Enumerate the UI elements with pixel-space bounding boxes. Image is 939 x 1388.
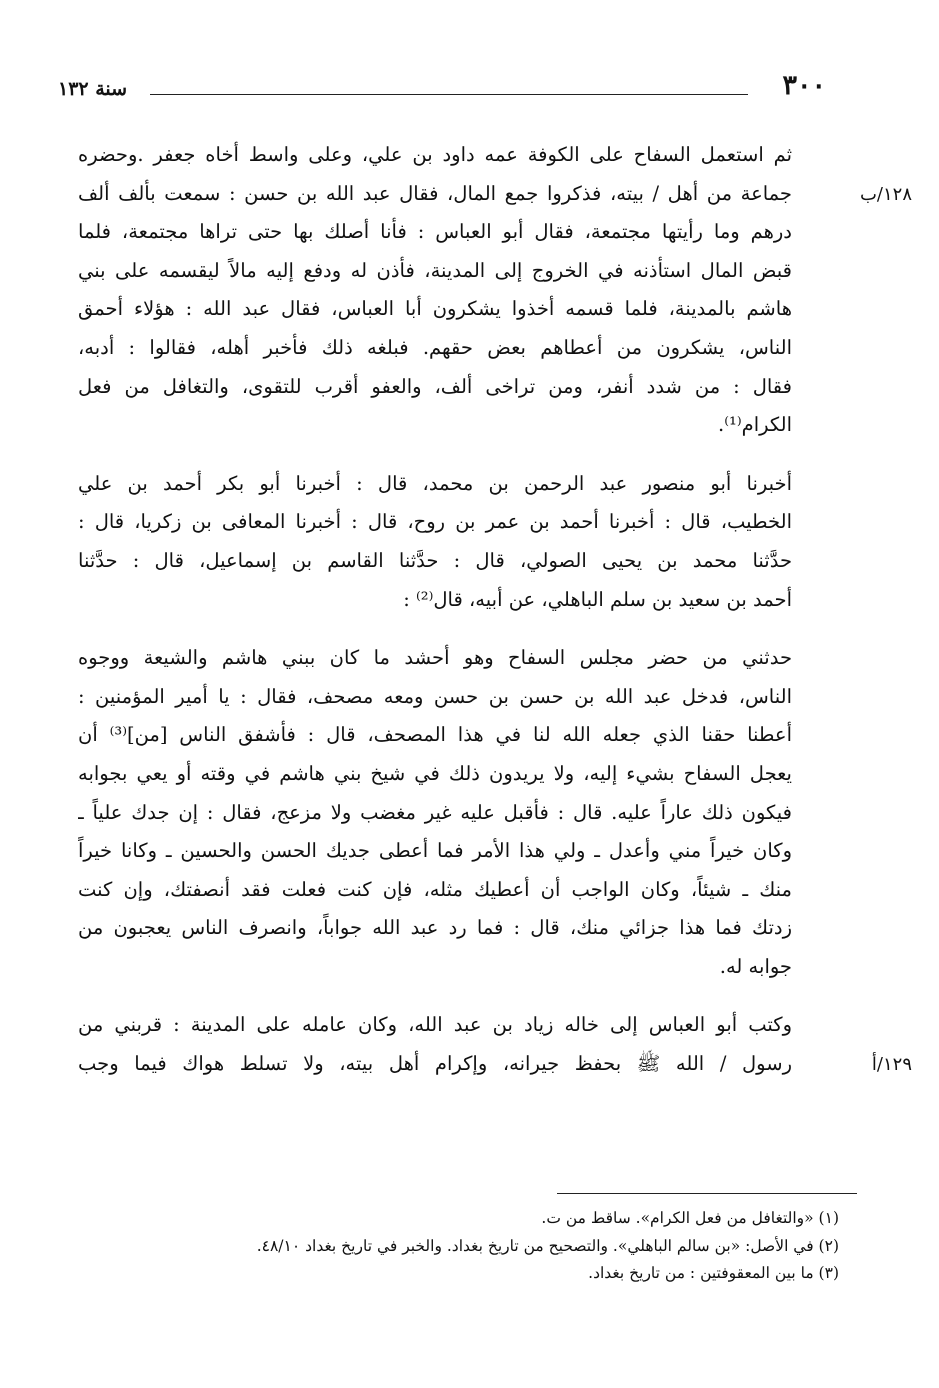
footnote: (٣) ما بين المعقوفتين : من تاريخ بغداد. <box>588 1264 839 1282</box>
margin-folio-note: ١٢٩/أ <box>871 1054 912 1076</box>
header-rule <box>150 94 748 95</box>
paragraph-4 <box>78 1006 912 1083</box>
text-line: أعطنا حقنا الذي جعله الله لنا في هذا المصحف، قال : فأشفق الناس [من]⁽³⁾ أن <box>78 723 792 747</box>
text-line: الناس، يشكرون من أعطاهم بعض حقهم. فبلغه ذلك فأخبر أهله، فقالوا : أدبه، <box>78 335 792 359</box>
paragraph-2 <box>78 465 826 619</box>
footnote: (٢) في الأصل: «بن سالم الباهلي». والتصحيح من تاريخ بغداد. والخبر في تاريخ بغداد ٤٨/١٠. <box>256 1236 839 1255</box>
footnote-rule <box>557 1193 857 1194</box>
margin-folio-note: ١٢٨/ب <box>859 184 912 205</box>
text-line: جماعة من أهل / بيته، فذكروا جمع المال، فقال عبد الله بن حسن : سمعت بألف ألف <box>78 181 792 205</box>
text-line: وكتب أبو العباس إلى خاله زياد بن عبد الله، وكان عامله على المدينة : قربني من <box>78 1013 792 1037</box>
text-line: الناس، فدخل عبد الله بن حسن بن حسن ومعه مصحف، فقال : يا أمير المؤمنين : <box>78 684 792 708</box>
paragraph-1 <box>78 136 912 445</box>
text-line: درهم وما رأيتها مجتمعة، فقال أبو العباس : فأنا أصلك بها حتى تراها مجتمعة، فلما <box>78 220 792 244</box>
text-line: رسول / الله ﷺ بحفظ جيرانه، وإكرام أهل بيته، ولا تسلط هواك فيما وجب <box>78 1052 792 1076</box>
text-line: حدَّثنا محمد بن يحيى الصولي، قال : حدَّثنا القاسم بن إسماعيل، قال : حدَّثنا <box>78 548 792 572</box>
text-line: يعجل السفاح بشيء إليه، ولا يريدون ذلك في شيخ بني هاشم في وقته أو يعي بجوابه <box>78 761 792 785</box>
text-line: الخطيب، قال : أخبرنا أحمد بن عمر بن روح، قال : أخبرنا المعافى بن زكريا، قال : <box>78 510 792 534</box>
text-line: فقال : من شدد أنفر، ومن تراخى ألف، والعفو أقرب للتقوى، والتغافل من فعل <box>78 374 792 398</box>
text-line: ثم استعمل السفاح على الكوفة عمه داود بن علي، وعلى واسط أخاه جعفر .وحضره <box>78 143 792 166</box>
main-text <box>78 136 912 1084</box>
text-line: أحمد بن سعيد بن سلم الباهلي، عن أبيه، قال⁽²⁾ : <box>403 587 792 611</box>
footnote: (١) «والتغافل من فعل الكرام». ساقط من ت. <box>541 1209 839 1227</box>
page-header <box>58 70 826 110</box>
running-head: سنة ١٣٢ <box>58 78 128 100</box>
paragraph-3 <box>78 639 826 986</box>
text-line: أخبرنا أبو منصور عبد الرحمن بن محمد، قال : أخبرنا أبو بكر أحمد بن علي <box>78 471 792 495</box>
page-number: ٣٠٠ <box>782 70 826 101</box>
text-line: حدثني من حضر مجلس السفاح وهو أحشد ما كان ببني هاشم والشيعة ووجوه <box>78 646 792 670</box>
text-line: هاشم بالمدينة، فلما قسمه أخذوا يشكرون أبا العباس، فقال عبد الله : هؤلاء أحمق <box>78 297 792 321</box>
text-line: زدتك فما هذا جزائي منك، قال : فما رد عبد الله جواباً، وانصرف الناس يعجبون من <box>78 916 792 940</box>
text-line: قبض المال استأذنه في الخروج إلى المدينة، فأذن له ودفع إليه مالاً ليقسمه على بني <box>78 258 792 282</box>
text-line: الكرام⁽¹⁾. <box>718 413 792 437</box>
text-line: وكان خيراً مني وأعدل ـ ولي هذا الأمر فما أعطى جديك الحسن والحسين ـ وكانا خيراً <box>78 839 792 863</box>
text-line: فيكون ذلك عاراً عليه. قال : فأقبل عليه غير مغضب ولا مزعج، فقال : إن جدك علياً ـ <box>78 800 792 824</box>
text-line: منك ـ شيئاً، وكان الواجب أن أعطيك مثله، فإن كنت فعلت فقد أنصفتك، وإن كنت <box>78 877 792 901</box>
text-line: جوابه له. <box>719 954 792 978</box>
footnotes <box>139 1205 839 1288</box>
